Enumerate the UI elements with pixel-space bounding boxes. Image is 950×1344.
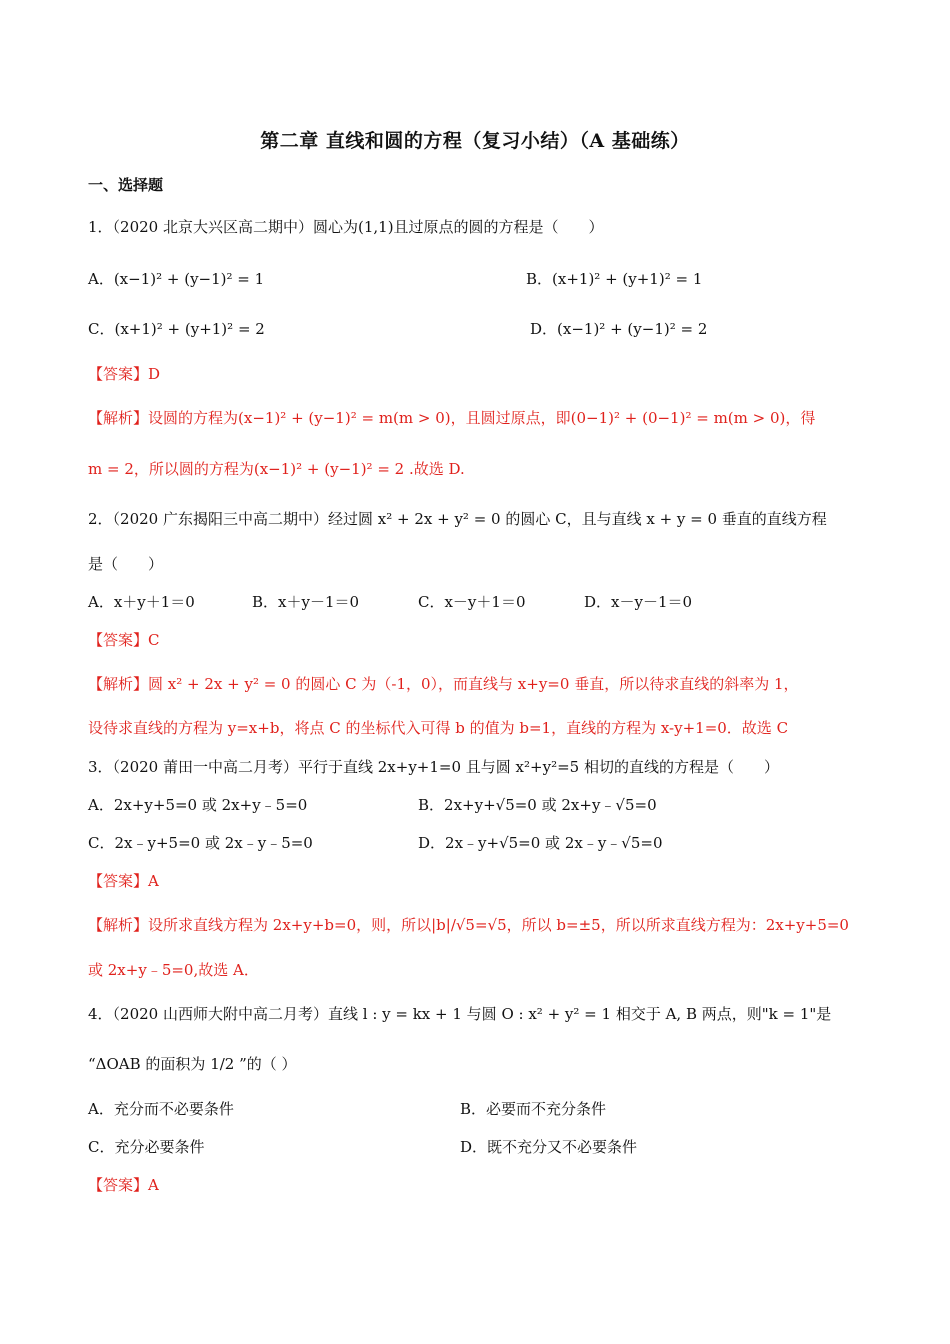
q3-answer-value: A [148, 872, 159, 890]
answer-label: 【答案】 [88, 365, 149, 383]
q4-option-a: A．充分而不必要条件 [88, 1100, 234, 1118]
q1-analysis-2: m = 2，所以圆的方程为(x−1)² + (y−1)² = 2 .故选 D. [88, 460, 465, 478]
analysis-label: 【解析】 [88, 916, 149, 934]
q2-option-d: D．x－y－1＝0 [584, 593, 693, 611]
answer-label: 【答案】 [88, 1176, 149, 1194]
q3-analysis-2: 或 2x+y﹣5=0,故选 A． [88, 961, 259, 979]
q4-stem-2: “ΔOAB 的面积为 1/2 ”的（ ） [88, 1055, 297, 1073]
section-heading: 一、选择题 [88, 176, 164, 194]
q3-analysis-text-1: 设所求直线方程为 2x+y+b=0，则，所以|b|/√5=√5，所以 b=±5，所以所求直线方程为：2x+y+5=0 [148, 916, 849, 934]
q1-option-d: D．(x−1)² + (y−1)² = 2 [530, 320, 708, 338]
q4-stem-1: 4．（2020 山西师大附中高二月考）直线 l : y = kx + 1 与圆 O : x² + y² = 1 相交于 A, B 两点，则"k = 1"是 [88, 1005, 832, 1023]
analysis-label: 【解析】 [88, 675, 149, 693]
answer-label: 【答案】 [88, 872, 149, 890]
q4-answer-value: A [148, 1176, 159, 1194]
q4-answer [88, 1175, 159, 1195]
q2-stem-2: 是（ ） [88, 555, 164, 573]
q3-option-b: B．2x+y+√5=0 或 2x+y﹣√5=0 [418, 796, 657, 814]
q3-answer [88, 871, 159, 891]
q1-option-b: B．(x+1)² + (y+1)² = 1 [526, 270, 703, 288]
q1-answer [88, 364, 160, 384]
q4-option-c: C．充分必要条件 [88, 1138, 205, 1156]
analysis-label: 【解析】 [88, 409, 149, 427]
q2-option-b: B．x＋y－1＝0 [252, 593, 360, 611]
q1-stem: 1．（2020 北京大兴区高二期中）圆心为(1,1)且过原点的圆的方程是（ ） [88, 218, 604, 236]
answer-label: 【答案】 [88, 631, 149, 649]
q3-analysis-1 [88, 915, 849, 935]
q2-analysis-text-1: 圆 x² + 2x + y² = 0 的圆心 C 为（-1，0），而直线与 x+y=0 垂直，所以待求直线的斜率为 1， [148, 675, 799, 693]
q4-option-d: D．既不充分又不必要条件 [460, 1138, 638, 1156]
q3-option-c: C．2x﹣y+5=0 或 2x﹣y﹣5=0 [88, 834, 313, 852]
q3-option-a: A．2x+y+5=0 或 2x+y﹣5=0 [88, 796, 308, 814]
q1-answer-value: D [148, 365, 161, 383]
q1-option-c: C．(x+1)² + (y+1)² = 2 [88, 320, 265, 338]
q1-analysis-text-1: 设圆的方程为(x−1)² + (y−1)² = m(m > 0)，且圆过原点，即(0−1)² + (0−1)² = m(m > 0)，得 [148, 409, 816, 427]
q2-option-a: A．x＋y＋1＝0 [88, 593, 195, 611]
q2-option-c: C．x－y＋1＝0 [418, 593, 526, 611]
q1-analysis-1 [88, 408, 815, 428]
q2-stem-1: 2．（2020 广东揭阳三中高二期中）经过圆 x² + 2x + y² = 0 的圆心 C，且与直线 x + y = 0 垂直的直线方程 [88, 510, 827, 528]
q3-option-d: D．2x﹣y+√5=0 或 2x﹣y﹣√5=0 [418, 834, 663, 852]
q2-analysis-1 [88, 674, 799, 694]
q3-stem: 3．（2020 莆田一中高二月考）平行于直线 2x+y+1=0 且与圆 x²+y²=5 相切的直线的方程是（ ） [88, 758, 779, 776]
q1-option-a: A．(x−1)² + (y−1)² = 1 [88, 270, 265, 288]
page-title: 第二章 直线和圆的方程（复习小结）（A 基础练） [260, 130, 690, 152]
q4-option-b: B．必要而不充分条件 [460, 1100, 607, 1118]
q2-analysis-2: 设待求直线的方程为 y=x+b，将点 C 的坐标代入可得 b 的值为 b=1，直线的方程为 x-y+1=0．故选 C [88, 719, 789, 737]
q2-answer-value: C [148, 631, 160, 649]
q2-answer [88, 630, 160, 650]
